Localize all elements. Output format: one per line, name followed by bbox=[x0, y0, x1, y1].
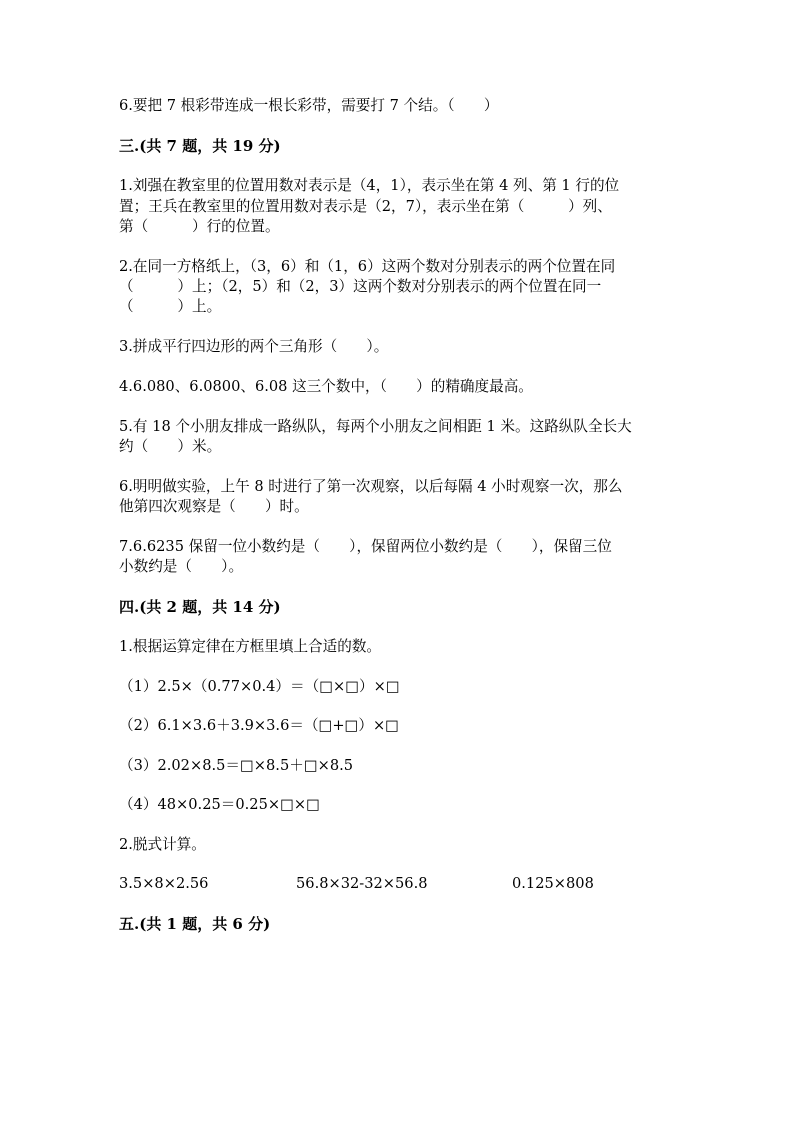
question-6-judgement: 6.要把 7 根彩带连成一根长彩带，需要打 7 个结。（ ） bbox=[119, 97, 499, 114]
calc-item-2: 56.8×32-32×56.8 bbox=[296, 875, 428, 892]
calc-item-1: 3.5×8×2.56 bbox=[119, 875, 209, 892]
q4-2-prompt: 2.脱式计算。 bbox=[119, 836, 206, 853]
q3-5-line-2: 约（ ）米。 bbox=[119, 438, 222, 455]
q3-6-line-2: 他第四次观察是（ ）时。 bbox=[119, 498, 309, 515]
q3-4: 4.6.080、6.0800、6.08 这三个数中，（ ）的精确度最高。 bbox=[119, 378, 533, 395]
section-3-heading: 三.(共 7 题，共 19 分) bbox=[119, 137, 281, 155]
q4-1-prompt: 1.根据运算定律在方框里填上合适的数。 bbox=[119, 638, 382, 655]
q4-1-item-3: （3）2.02×8.5＝□×8.5＋□×8.5 bbox=[119, 757, 354, 774]
q3-3: 3.拼成平行四边形的两个三角形（ ）。 bbox=[119, 338, 389, 355]
q3-1-line-1: 1.刘强在教室里的位置用数对表示是（4，1），表示坐在第 4 列、第 1 行的位 bbox=[119, 177, 620, 194]
q3-7-line-1: 7.6.6235 保留一位小数约是（ ），保留两位小数约是（ ），保留三位 bbox=[119, 538, 612, 555]
q3-6-line-1: 6.明明做实验，上午 8 时进行了第一次观察，以后每隔 4 小时观察一次，那么 bbox=[119, 478, 623, 495]
q3-2-line-2: （ ）上；（2，5）和（2，3）这两个数对分别表示的两个位置在同一 bbox=[119, 278, 602, 295]
q3-2-line-1: 2.在同一方格纸上，（3，6）和（1，6）这两个数对分别表示的两个位置在同 bbox=[119, 258, 616, 275]
q4-1-item-4: （4）48×0.25＝0.25×□×□ bbox=[119, 796, 320, 813]
q3-2-line-3: （ ）上。 bbox=[119, 298, 222, 315]
section-4-heading: 四.(共 2 题，共 14 分) bbox=[119, 598, 281, 616]
calc-item-3: 0.125×808 bbox=[512, 875, 594, 892]
q3-1-line-3: 第（ ）行的位置。 bbox=[119, 218, 280, 235]
section-5-heading: 五.(共 1 题，共 6 分) bbox=[119, 915, 271, 933]
q3-7-line-2: 小数约是（ ）。 bbox=[119, 558, 244, 575]
q4-1-item-2: （2）6.1×3.6＋3.9×3.6＝（□+□）×□ bbox=[119, 717, 399, 734]
q4-1-item-1: （1）2.5×（0.77×0.4）＝（□×□）×□ bbox=[119, 678, 400, 695]
q3-1-line-2: 置；王兵在教室里的位置用数对表示是（2，7），表示坐在第（ ）列、 bbox=[119, 198, 612, 215]
q3-5-line-1: 5.有 18 个小朋友排成一路纵队，每两个小朋友之间相距 1 米。这路纵队全长大 bbox=[119, 418, 632, 435]
